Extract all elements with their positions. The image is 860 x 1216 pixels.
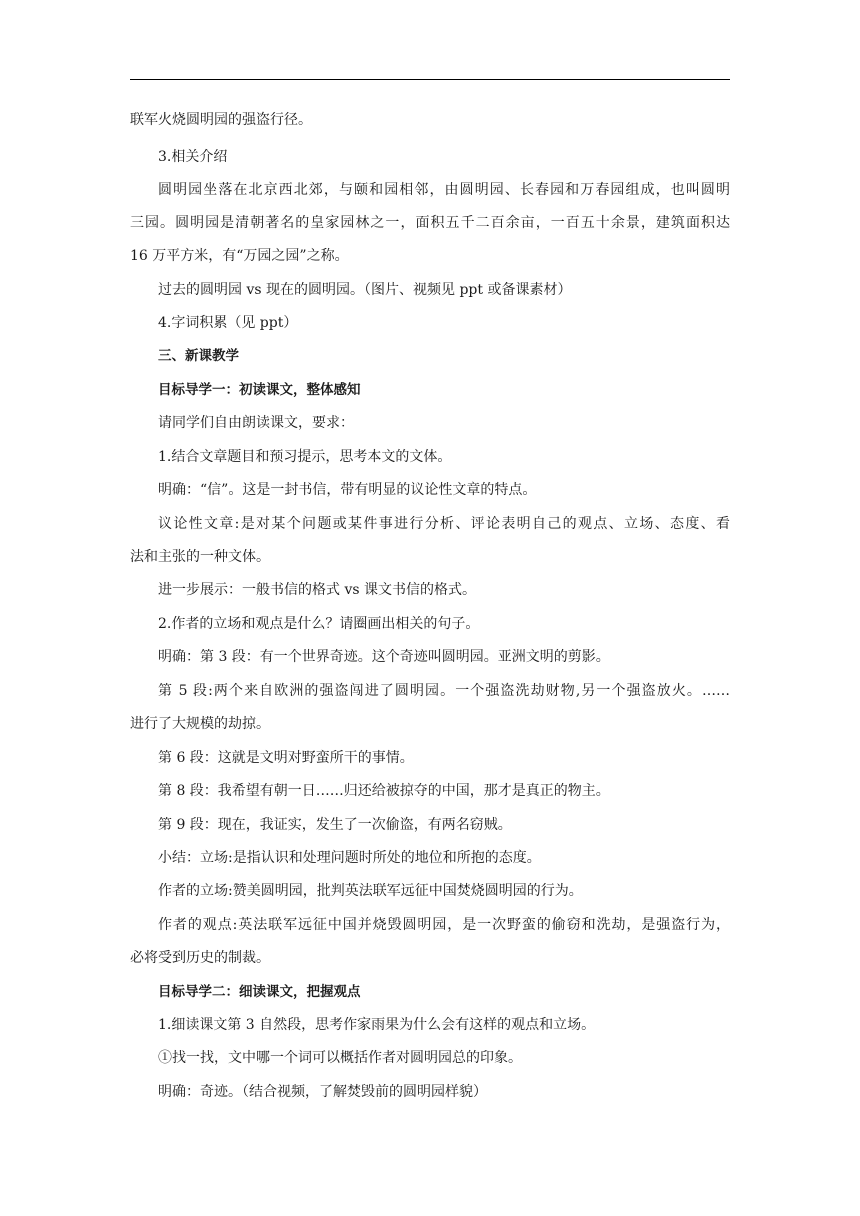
text-line: ①找一找，文中哪一个词可以概括作者对圆明园总的印象。 — [158, 1050, 522, 1066]
text-line: 联军火烧圆明园的强盗行径。 — [130, 112, 312, 128]
text-line: 进一步展示：一般书信的格式 vs 课文书信的格式。 — [158, 582, 476, 598]
text-line: 1.结合文章题目和预习提示，思考本文的文体。 — [158, 449, 452, 465]
text-line: 16 万平方米，有“万园之园”之称。 — [130, 248, 349, 264]
text-line: 第 8 段：我希望有朝一日……归还给被掠夺的中国，那才是真正的物主。 — [158, 783, 610, 799]
text-line: 明确：第 3 段：有一个世界奇迹。这个奇迹叫圆明园。亚洲文明的剪影。 — [158, 649, 610, 665]
section-heading: 4.字词积累（见 ppt） — [158, 315, 298, 331]
section-heading: 目标导学一：初读课文，整体感知 — [158, 382, 361, 398]
text-line: 议论性文章:是对某个问题或某件事进行分析、评论表明自己的观点、立场、态度、看 — [158, 516, 730, 532]
text-line: 法和主张的一种文体。 — [130, 549, 270, 565]
text-line: 过去的圆明园 vs 现在的圆明园。（图片、视频见 ppt 或备课素材） — [158, 282, 572, 298]
text-line: 第 9 段：现在，我证实，发生了一次偷盗，有两名窃贼。 — [158, 817, 512, 833]
section-heading: 3.相关介绍 — [158, 149, 228, 165]
text-line: 必将受到历史的制裁。 — [130, 950, 270, 966]
text-line: 小结：立场:是指认识和处理问题时所处的地位和所抱的态度。 — [158, 850, 541, 866]
text-line: 作者的立场:赞美圆明园，批判英法联军远征中国焚烧圆明园的行为。 — [158, 883, 583, 899]
text-line: 作者的观点:英法联军远征中国并烧毁圆明园，是一次野蛮的偷窃和洗劫，是强盗行为， — [158, 917, 730, 933]
text-line: 2.作者的立场和观点是什么？请圈画出相关的句子。 — [158, 616, 480, 632]
text-line: 第 6 段：这就是文明对野蛮所干的事情。 — [158, 750, 414, 766]
text-line: 三园。圆明园是清朝著名的皇家园林之一，面积五千二百余亩，一百五十余景，建筑面积达 — [130, 215, 730, 231]
header-rule — [130, 79, 730, 80]
text-line: 请同学们自由朗读课文，要求： — [158, 415, 354, 431]
text-line: 圆明园坐落在北京西北郊，与颐和园相邻，由圆明园、长春园和万春园组成，也叫圆明 — [158, 182, 730, 198]
section-heading: 三、新课教学 — [158, 348, 239, 364]
text-line: 1.细读课文第 3 自然段，思考作家雨果为什么会有这样的观点和立场。 — [158, 1017, 596, 1033]
text-line: 第 5 段:两个来自欧洲的强盗闯进了圆明园。一个强盗洗劫财物,另一个强盗放火。…… — [158, 683, 730, 699]
text-line: 明确：“信”。这是一封书信，带有明显的议论性文章的特点。 — [158, 482, 537, 498]
section-heading: 目标导学二：细读课文，把握观点 — [158, 984, 361, 1000]
text-line: 明确：奇迹。（结合视频，了解焚毁前的圆明园样貌） — [158, 1084, 487, 1100]
text-line: 进行了大规模的劫掠。 — [130, 716, 270, 732]
